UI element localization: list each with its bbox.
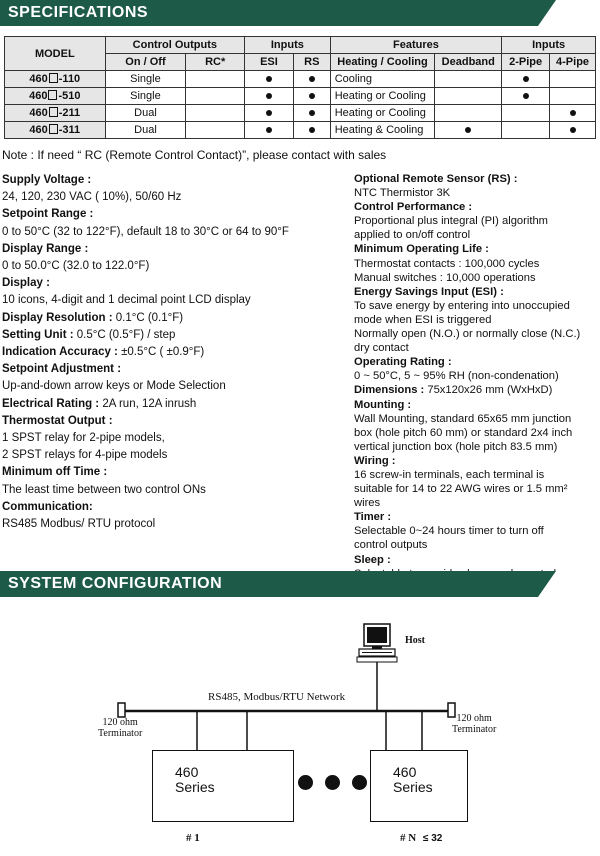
- rc-cell: [186, 71, 245, 88]
- spec-item: [2, 172, 342, 206]
- heatcool-cell: Heating or Cooling: [330, 105, 435, 122]
- pipe4-cell: [550, 88, 596, 105]
- spec-value: 2 SPST relays for 4-pipe models: [2, 449, 168, 462]
- spec-value: vertical junction box (hole pitch 83.5 mm): [354, 440, 558, 453]
- spec-item: [354, 454, 600, 510]
- model-cell: 460 -510: [5, 88, 106, 105]
- spec-value: suitable for 14 to 22 AWG wires or 1.5 mm²: [354, 483, 568, 496]
- model-variant-box-icon: [48, 90, 57, 100]
- terminator-right-label: 120 ohm Terminator: [452, 713, 497, 735]
- spec-value: ±0.5°C ( ±0.9°F): [117, 346, 205, 359]
- rc-cell: [186, 105, 245, 122]
- subheader-2pipe: 2-Pipe: [502, 54, 550, 71]
- spec-value: 0 to 50.0°C (32.0 to 122.0°F): [2, 260, 150, 273]
- system-config-header: [0, 571, 600, 597]
- spec-value: 0.1°C (0.1°F): [112, 311, 184, 324]
- spec-item: [354, 398, 600, 454]
- spec-heading: Indication Accuracy :: [2, 346, 118, 359]
- specifications-header: [0, 0, 600, 26]
- spec-heading: Sleep :: [354, 553, 391, 566]
- deadband-cell: [435, 71, 502, 88]
- table-row: [5, 71, 596, 88]
- device-box-first: 460 Series: [152, 750, 294, 822]
- spec-table: [4, 36, 596, 139]
- spec-item: [354, 355, 600, 383]
- system-config-title: SYSTEM CONFIGURATION: [8, 575, 223, 592]
- pipe4-cell: [550, 122, 596, 139]
- rs-cell: [293, 71, 330, 88]
- spec-value: RS485 Modbus/ RTU protocol: [2, 518, 156, 531]
- spec-item: [354, 285, 600, 355]
- model-variant-box-icon: [49, 124, 58, 134]
- check-dot-icon: [570, 127, 576, 133]
- subheader-deadband: Deadband: [435, 54, 502, 71]
- spec-column-left: [2, 172, 342, 533]
- model-header: MODEL: [5, 37, 106, 71]
- subheader-rc: RC*: [186, 54, 245, 71]
- esi-cell: [245, 105, 294, 122]
- spec-value: box (hole pitch 60 mm) or standard 2x4 inch: [354, 426, 573, 439]
- spec-heading: Setpoint Range :: [2, 208, 94, 221]
- spec-heading: Display Range :: [2, 242, 89, 255]
- network-lines: [0, 600, 600, 856]
- spec-item: [2, 464, 342, 498]
- spec-item: [2, 396, 342, 413]
- pipe4-cell: [550, 105, 596, 122]
- spec-value: 0 to 50°C (32 to 122°F), default 18 to 30°C or 64 to 90°F: [2, 225, 289, 238]
- spec-item: [354, 383, 600, 397]
- model-cell: 460 -211: [5, 105, 106, 122]
- spec-heading: Wiring :: [354, 454, 396, 467]
- spec-heading: Timer :: [354, 511, 392, 524]
- spec-value: Proportional plus integral (PI) algorithm: [354, 215, 549, 228]
- esi-cell: [245, 122, 294, 139]
- onoff-cell: Dual: [105, 105, 186, 122]
- check-dot-icon: [266, 127, 272, 133]
- spec-item: [2, 206, 342, 240]
- spec-value: Normally open (N.O.) or normally close (N.C.): [354, 328, 581, 341]
- system-diagram: [0, 600, 600, 856]
- spec-item: [2, 413, 342, 465]
- pipe2-cell: [502, 122, 550, 139]
- table-row: [5, 105, 596, 122]
- subheader-onoff: On / Off: [105, 54, 186, 71]
- check-dot-icon: [309, 93, 315, 99]
- rs-cell: [293, 105, 330, 122]
- spec-heading: Optional Remote Sensor (RS) :: [354, 173, 518, 185]
- rs-cell: [293, 88, 330, 105]
- ellipsis-dot-icon: [325, 775, 340, 790]
- heatcool-cell: Heating & Cooling: [330, 122, 435, 139]
- spec-item: [2, 361, 342, 395]
- spec-value: 0 ~ 50°C, 5 ~ 95% RH (non-condenation): [354, 370, 559, 383]
- spec-item: [2, 310, 342, 327]
- check-dot-icon: [266, 93, 272, 99]
- spec-item: [2, 241, 342, 275]
- spec-heading: Setpoint Adjustment :: [2, 363, 122, 376]
- terminator-left-icon: [118, 703, 125, 717]
- spec-heading: Display Resolution :: [2, 311, 113, 324]
- onoff-cell: Single: [105, 88, 186, 105]
- spec-value: dry contact: [354, 342, 409, 355]
- model-cell: 460 -311: [5, 122, 106, 139]
- device-first-label: # 1: [186, 832, 200, 844]
- spec-value: wires: [354, 497, 381, 510]
- check-dot-icon: [523, 76, 529, 82]
- model-variant-box-icon: [49, 107, 58, 117]
- subheader-heatcool: Heating / Cooling: [330, 54, 435, 71]
- model-variant-box-icon: [49, 73, 58, 83]
- check-dot-icon: [309, 127, 315, 133]
- group-control-outputs: Control Outputs: [105, 37, 244, 54]
- specifications-title: SPECIFICATIONS: [8, 4, 149, 21]
- spec-column-right: [354, 172, 600, 581]
- spec-heading: Display :: [2, 277, 50, 290]
- spec-item: [2, 344, 342, 361]
- spec-value: 1 SPST relay for 2-pipe models,: [2, 432, 165, 445]
- host-label: Host: [405, 635, 425, 646]
- spec-value: 75x120x26 mm (WxHxD): [424, 384, 553, 397]
- subheader-esi: ESI: [245, 54, 294, 71]
- device-last-label: # N ≤ 32: [400, 832, 443, 844]
- rc-note: Note : If need “ RC (Remote Control Contact)”, please contact with sales: [2, 148, 387, 162]
- network-label: RS485, Modbus/RTU Network: [208, 691, 346, 703]
- deadband-cell: [435, 88, 502, 105]
- group-inputs: Inputs: [245, 37, 331, 54]
- check-dot-icon: [266, 76, 272, 82]
- heatcool-cell: Heating or Cooling: [330, 88, 435, 105]
- spec-value: Manual switches : 10,000 operations: [354, 271, 536, 284]
- deadband-cell: [435, 122, 502, 139]
- spec-heading: Mounting :: [354, 398, 412, 411]
- spec-heading: Supply Voltage :: [2, 174, 92, 186]
- spec-item: [2, 275, 342, 309]
- spec-value: Thermostat contacts : 100,000 cycles: [354, 257, 540, 270]
- spec-item: [2, 327, 342, 344]
- spec-value: 24, 120, 230 VAC ( 10%), 50/60 Hz: [2, 191, 182, 204]
- spec-heading: Minimum Operating Life :: [354, 243, 489, 256]
- onoff-cell: Single: [105, 71, 186, 88]
- check-dot-icon: [266, 110, 272, 116]
- spec-value: 2A run, 12A inrush: [99, 397, 197, 410]
- spec-value: 0.5°C (0.5°F) / step: [73, 328, 176, 341]
- device-box-last: 460 Series: [370, 750, 468, 822]
- spec-item: [354, 172, 600, 200]
- spec-item: [2, 499, 342, 533]
- spec-item: [354, 200, 600, 242]
- pipe2-cell: [502, 105, 550, 122]
- check-dot-icon: [465, 127, 471, 133]
- host-computer-icon: [357, 624, 397, 662]
- spec-heading: Energy Savings Input (ESI) :: [354, 285, 504, 298]
- spec-value: 10 icons, 4-digit and 1 decimal point LCD display: [2, 294, 251, 307]
- spec-value: Selectable 0~24 hours timer to turn off: [354, 525, 544, 538]
- check-dot-icon: [309, 76, 315, 82]
- check-dot-icon: [523, 93, 529, 99]
- spec-value: To save energy by entering into unoccupied: [354, 299, 570, 312]
- table-row: [5, 122, 596, 139]
- spec-value: control outputs: [354, 539, 428, 552]
- deadband-cell: [435, 105, 502, 122]
- group-features: Features: [330, 37, 502, 54]
- ellipsis-dot-icon: [352, 775, 367, 790]
- heatcool-cell: Cooling: [330, 71, 435, 88]
- check-dot-icon: [309, 110, 315, 116]
- spec-value: Wall Mounting, standard 65x65 mm junction: [354, 412, 572, 425]
- model-cell: 460 -110: [5, 71, 106, 88]
- spec-heading: Setting Unit :: [2, 328, 74, 341]
- spec-value: The least time between two control ONs: [2, 483, 206, 496]
- spec-value: mode when ESI is triggered: [354, 313, 492, 326]
- spec-value: 16 screw-in terminals, each terminal is: [354, 468, 545, 481]
- spec-heading: Control Performance :: [354, 201, 473, 214]
- check-dot-icon: [570, 110, 576, 116]
- esi-cell: [245, 88, 294, 105]
- esi-cell: [245, 71, 294, 88]
- group-inputs-pipe: Inputs: [502, 37, 596, 54]
- subheader-rs: RS: [293, 54, 330, 71]
- rs-cell: [293, 122, 330, 139]
- table-row: [5, 88, 596, 105]
- subheader-4pipe: 4-Pipe: [550, 54, 596, 71]
- terminator-left-label: 120 ohm Terminator: [98, 717, 143, 739]
- spec-heading: Thermostat Output :: [2, 414, 113, 427]
- pipe4-cell: [550, 71, 596, 88]
- spec-heading: Electrical Rating :: [2, 397, 100, 410]
- ellipsis-dot-icon: [298, 775, 313, 790]
- pipe2-cell: [502, 71, 550, 88]
- spec-value: NTC Thermistor 3K: [354, 187, 451, 200]
- spec-heading: Communication:: [2, 500, 93, 513]
- rc-cell: [186, 88, 245, 105]
- spec-heading: Operating Rating :: [354, 356, 452, 369]
- spec-heading: Dimensions :: [354, 384, 425, 397]
- spec-item: [354, 242, 600, 284]
- spec-heading: Minimum off Time :: [2, 466, 108, 479]
- spec-value: Up-and-down arrow keys or Mode Selection: [2, 380, 226, 393]
- spec-value: applied to on/off control: [354, 229, 471, 242]
- spec-item: [354, 510, 600, 552]
- rc-cell: [186, 122, 245, 139]
- pipe2-cell: [502, 88, 550, 105]
- onoff-cell: Dual: [105, 122, 186, 139]
